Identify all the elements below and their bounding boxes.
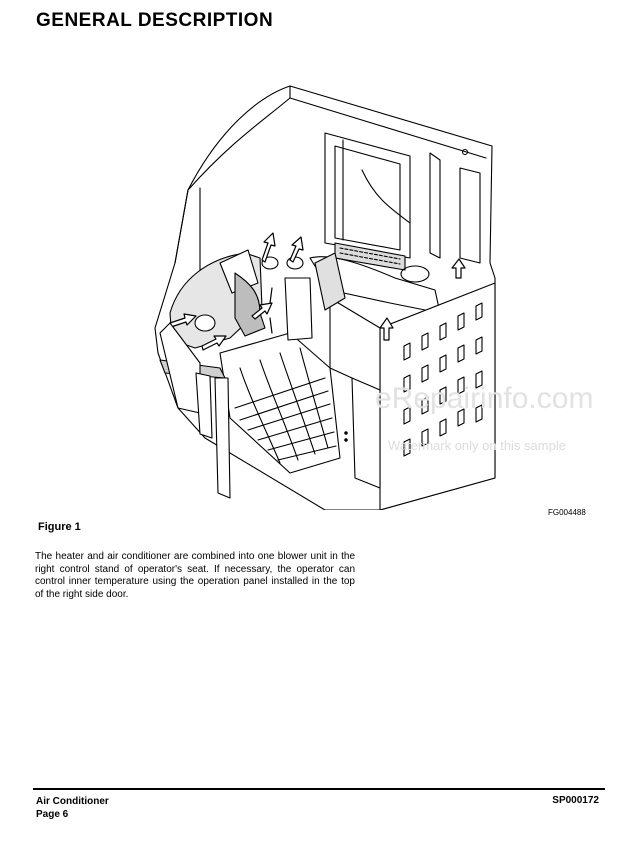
- body-paragraph: The heater and air conditioner are combined into one blower unit in the right control stand of operator's seat. If necessary, the operator can control inner temperature using the operation panel installed in the top of the right side door.: [35, 551, 355, 600]
- watermark-site: eRepairinfo.com: [375, 382, 594, 415]
- footer-code: SP000172: [552, 795, 599, 806]
- figure-code: FG004488: [548, 508, 586, 517]
- page-title: GENERAL DESCRIPTION: [36, 10, 274, 31]
- figure-caption: Figure 1: [38, 521, 81, 533]
- footer-divider: [33, 788, 605, 790]
- footer-section: Air Conditioner: [36, 796, 109, 807]
- watermark-note: Watermark only on this sample: [388, 438, 566, 453]
- footer-left: [36, 795, 109, 821]
- footer-page: Page 6: [36, 809, 69, 820]
